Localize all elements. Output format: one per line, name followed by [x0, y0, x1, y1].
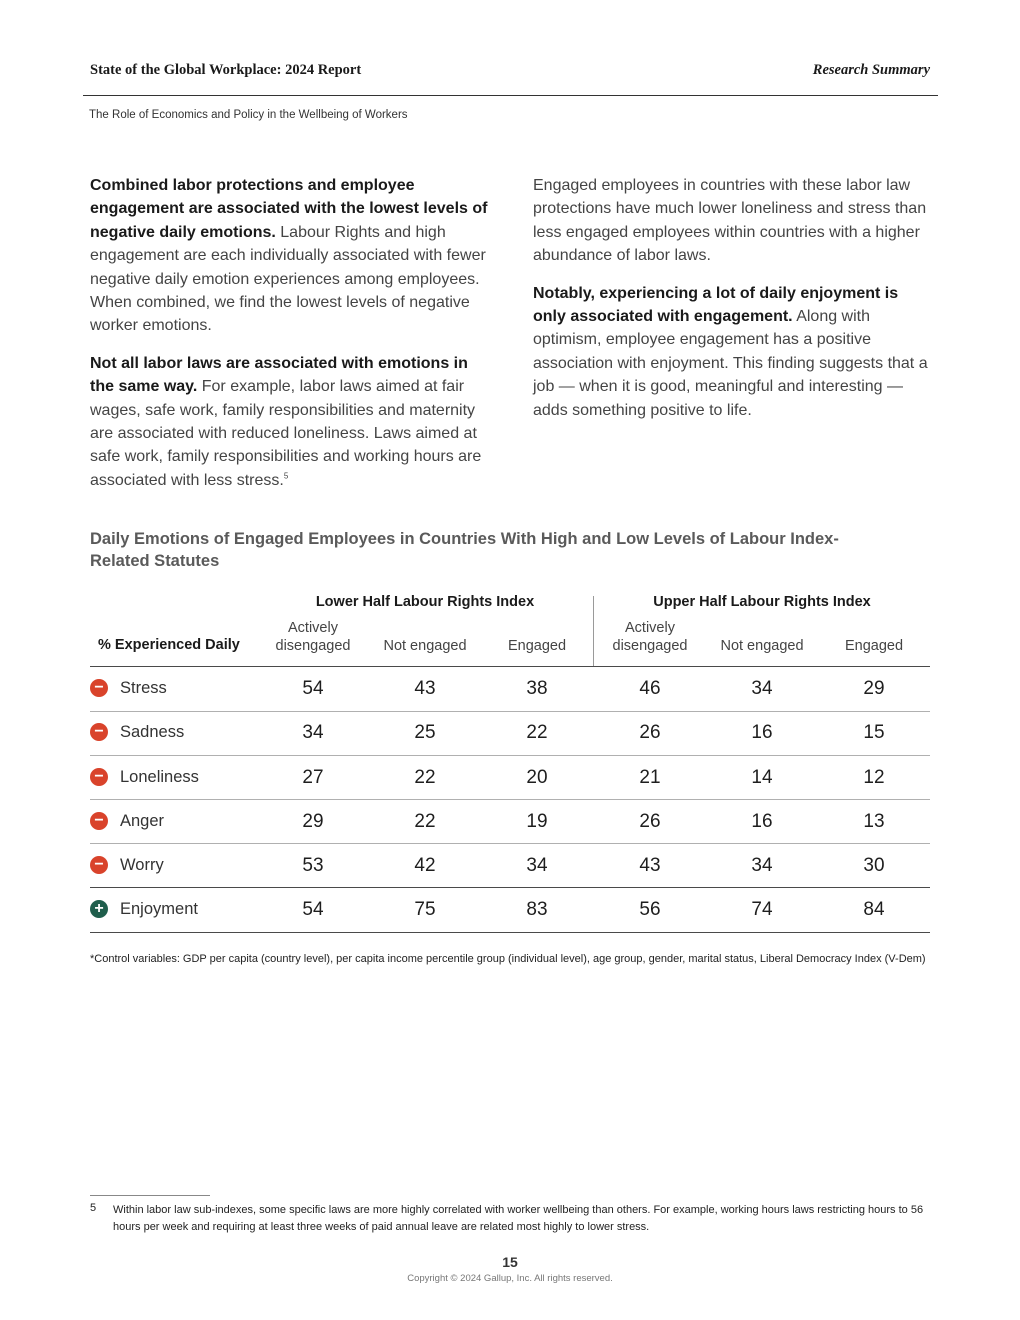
paragraph-lead: Not all labor laws are associated with emotions in the same way. — [90, 354, 468, 396]
paragraph-lead: Combined labor protections and employee engagement are associated with the lowest levels of negative daily emotions. — [90, 177, 488, 241]
paragraph — [90, 174, 488, 338]
table-row — [90, 711, 930, 755]
table-row — [90, 756, 930, 800]
cell-value: 22 — [414, 767, 436, 788]
row-label: Anger — [120, 812, 165, 830]
cell-value: 29 — [302, 811, 324, 832]
cell-value: 12 — [863, 767, 885, 788]
paragraph-lead: Notably, experiencing a lot of daily enjoyment is only associated with engagement. — [533, 284, 899, 326]
paragraph-body: Labour Rights and high engagement are each individually associated with fewer negative daily emotion experiences among employees. When combined, we find the lowest levels of negative worker emotions. — [90, 223, 486, 335]
footnote-number: 5 — [90, 1202, 97, 1214]
page-number: 15 — [502, 1254, 518, 1270]
paragraph-body: Engaged employees in countries with these labor law protections have much lower loneliness and stress than less engaged employees within countries with a higher abundance of labor laws. — [533, 177, 927, 265]
cell-value: 26 — [639, 722, 661, 743]
cell-value: 29 — [863, 678, 885, 699]
cell-value: 54 — [302, 899, 324, 920]
cell-value: 56 — [639, 899, 661, 920]
table-bottom-rule — [90, 932, 930, 933]
cell-value: 14 — [751, 767, 773, 788]
plus-circle-icon: + — [90, 900, 108, 918]
cell-value: 26 — [639, 811, 661, 832]
cell-value: 34 — [751, 678, 773, 699]
col-header-line: Actively — [288, 620, 338, 636]
cell-value: 43 — [639, 855, 661, 876]
footnote-ref[interactable]: 5 — [283, 471, 289, 481]
cell-value: 74 — [751, 899, 773, 920]
table-row — [90, 888, 930, 932]
paragraph — [533, 282, 928, 422]
cell-value: 34 — [302, 722, 324, 743]
chapter-subtitle: The Role of Economics and Policy in the Wellbeing of Workers — [89, 109, 408, 121]
left-text-column — [90, 174, 488, 506]
table-note: *Control variables: GDP per capita (country level), per capita income percentile group (individual level), age group, gender, marital status, Liberal Democracy Index (V-Dem) — [90, 953, 926, 965]
cell-value: 83 — [526, 899, 548, 920]
cell-value: 34 — [526, 855, 548, 876]
paragraph — [90, 352, 488, 492]
col-header-not-engaged: Not engaged — [720, 638, 804, 654]
row-label: Sadness — [120, 723, 185, 741]
col-header-engaged: Engaged — [507, 638, 567, 654]
table-title: Daily Emotions of Engaged Employees in Countries With High and Low Levels of Labour Index-Related Statutes — [90, 530, 839, 570]
cell-value: 25 — [414, 722, 436, 743]
group-header-upper: Upper Half Labour Rights Index — [653, 594, 871, 610]
row-label: Enjoyment — [120, 900, 198, 918]
table-row — [90, 667, 930, 711]
cell-value: 27 — [302, 767, 324, 788]
col-header-line: disengaged — [612, 638, 688, 654]
minus-circle-icon: − — [90, 812, 108, 830]
paragraph-body: Along with optimism, employee engagement has a positive association with enjoyment. This finding suggests that a job — when it is good, meaningful and interesting — adds something positive to life. — [533, 308, 928, 419]
cell-value: 16 — [751, 722, 773, 743]
col-header-line: Actively — [625, 620, 675, 636]
row-label: Stress — [120, 679, 167, 697]
cell-value: 54 — [302, 678, 324, 699]
cell-value: 21 — [639, 767, 661, 788]
col-header-line: disengaged — [275, 638, 351, 654]
col-header-actively-disengaged — [257, 619, 369, 655]
col-header-engaged: Engaged — [844, 638, 904, 654]
cell-value: 22 — [414, 811, 436, 832]
table-row — [90, 800, 930, 844]
cell-value: 84 — [863, 899, 885, 920]
table-row — [90, 844, 930, 888]
minus-circle-icon: − — [90, 723, 108, 741]
cell-value: 22 — [526, 722, 548, 743]
cell-value: 75 — [414, 899, 436, 920]
footnote-text: Within labor law sub-indexes, some specific laws are more highly correlated with worker wellbeing than others. For example, working hours laws restricting hours to 56 hours per week and requiring at least three weeks of paid annual leave are related most highly to lower stress. — [113, 1204, 924, 1233]
paragraph — [533, 174, 928, 268]
cell-value: 42 — [414, 855, 436, 876]
col-header-not-engaged: Not engaged — [383, 638, 467, 654]
col-header-actively-disengaged — [594, 619, 706, 655]
section-label: Research Summary — [812, 62, 930, 78]
cell-value: 46 — [639, 678, 661, 699]
minus-circle-icon: − — [90, 679, 108, 697]
cell-value: 15 — [863, 722, 885, 743]
cell-value: 34 — [751, 855, 773, 876]
cell-value: 20 — [526, 767, 548, 788]
right-text-column — [533, 174, 928, 436]
paragraph-body: For example, labor laws aimed at fair wages, safe work, family responsibilities and maternity are associated with reduced loneliness. Laws aimed at safe work, family responsibilities and working hours are associated with less stress. — [90, 378, 482, 489]
group-header-lower: Lower Half Labour Rights Index — [315, 594, 535, 610]
minus-circle-icon: − — [90, 856, 108, 874]
header-divider — [83, 95, 938, 96]
row-header-label: % Experienced Daily — [98, 637, 240, 653]
footnote-divider — [90, 1195, 210, 1196]
cell-value: 43 — [414, 678, 436, 699]
cell-value: 53 — [302, 855, 324, 876]
cell-value: 13 — [863, 811, 885, 832]
minus-circle-icon: − — [90, 768, 108, 786]
cell-value: 30 — [863, 855, 885, 876]
cell-value: 16 — [751, 811, 773, 832]
report-title: State of the Global Workplace: 2024 Report — [90, 62, 362, 78]
copyright: Copyright © 2024 Gallup, Inc. All rights reserved. — [407, 1273, 613, 1284]
cell-value: 38 — [526, 678, 548, 699]
row-label: Worry — [120, 856, 164, 874]
cell-value: 19 — [526, 811, 548, 832]
row-label: Loneliness — [120, 768, 199, 786]
